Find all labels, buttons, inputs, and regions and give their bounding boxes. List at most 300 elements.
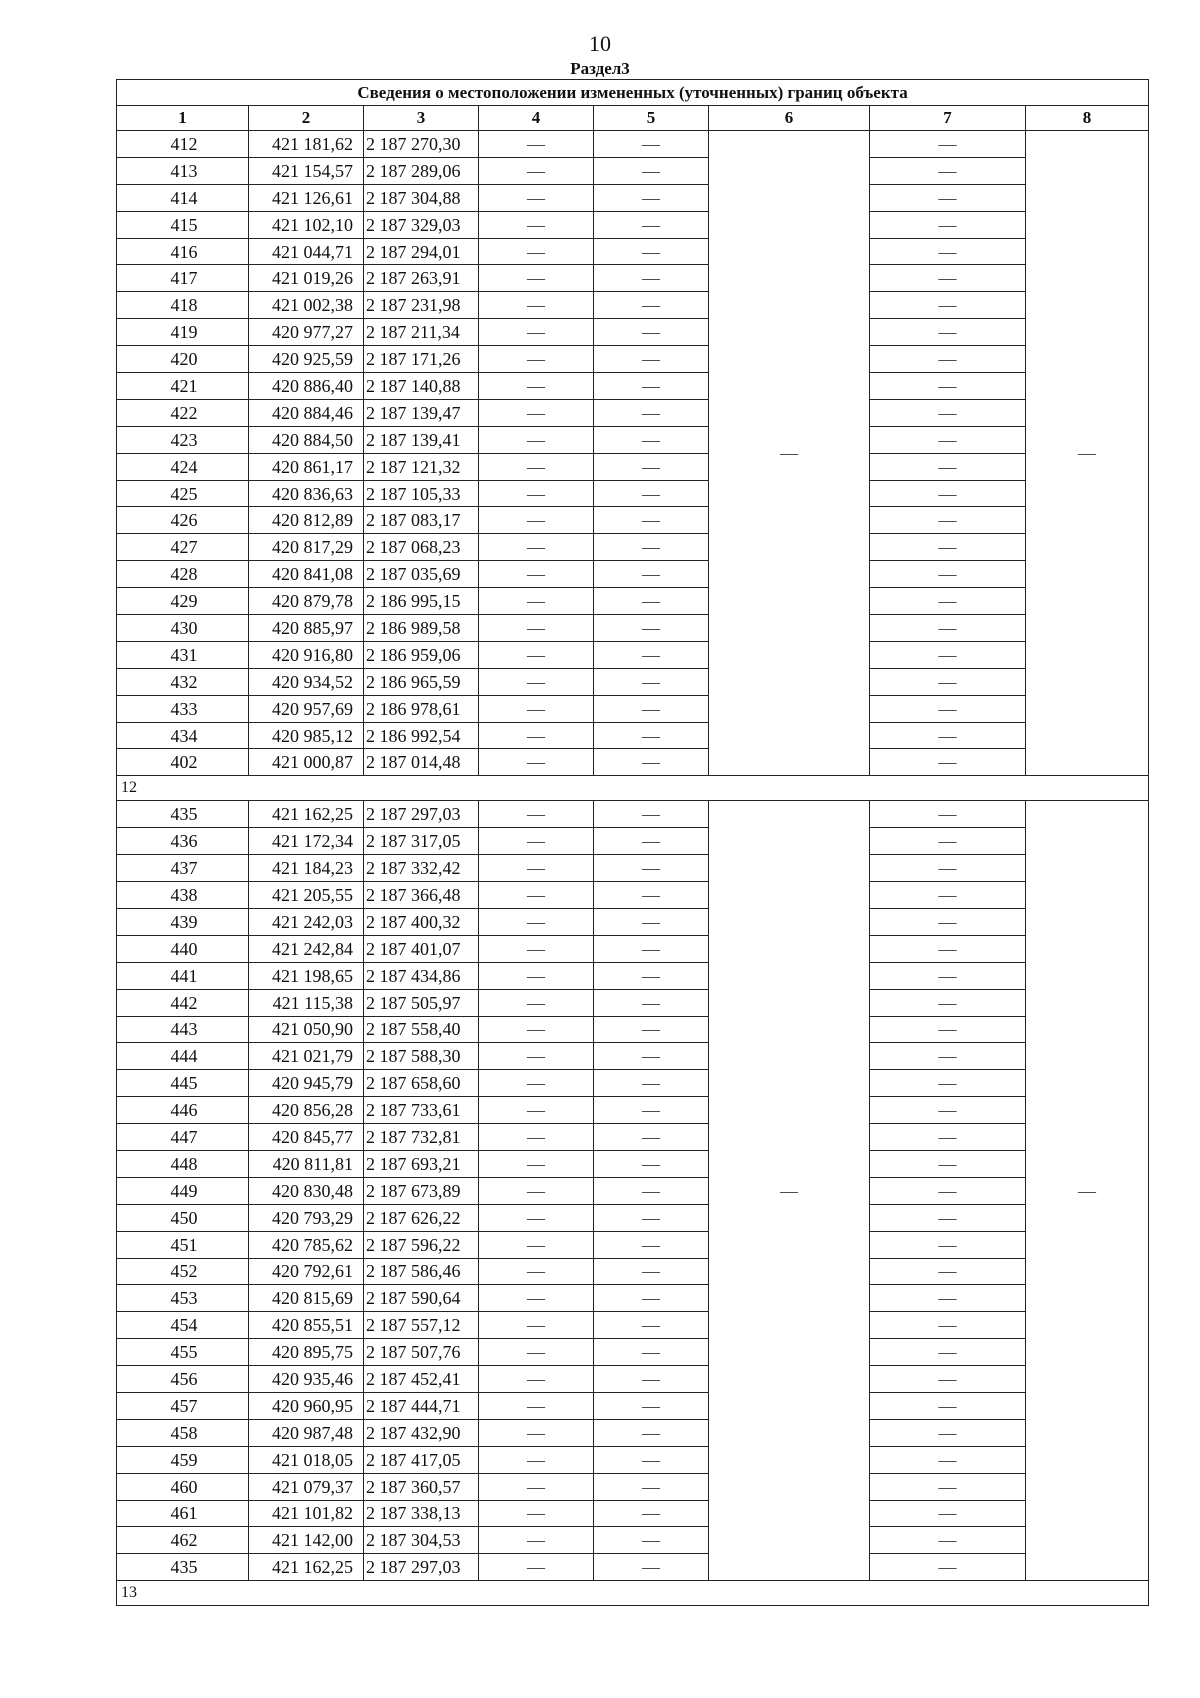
column-5-cell: — — [594, 319, 709, 346]
column-4-cell: — — [479, 1258, 594, 1285]
y-coordinate-cell: 2 187 673,89 — [364, 1177, 479, 1204]
column-4-cell: — — [479, 1366, 594, 1393]
column-7-cell: — — [870, 855, 1026, 882]
x-coordinate-cell: 420 945,79 — [249, 1070, 364, 1097]
point-number-cell: 434 — [117, 722, 249, 749]
point-number-cell: 462 — [117, 1527, 249, 1554]
contour-row — [117, 1581, 1149, 1606]
column-7-cell: — — [870, 801, 1026, 828]
column-7-cell: — — [870, 1124, 1026, 1151]
table-row — [117, 292, 1149, 319]
column-4-cell: — — [479, 1285, 594, 1312]
point-number-cell: 452 — [117, 1258, 249, 1285]
column-5-cell: — — [594, 801, 709, 828]
y-coordinate-cell: 2 186 965,59 — [364, 668, 479, 695]
table-row — [117, 346, 1149, 373]
column-7-cell: — — [870, 426, 1026, 453]
table-body — [117, 80, 1149, 1606]
column-7-cell: — — [870, 615, 1026, 642]
x-coordinate-cell: 421 242,03 — [249, 908, 364, 935]
column-4-cell: — — [479, 157, 594, 184]
y-coordinate-cell: 2 187 105,33 — [364, 480, 479, 507]
column-number-2: 2 — [249, 106, 364, 131]
y-coordinate-cell: 2 187 558,40 — [364, 1016, 479, 1043]
table-caption: Сведения о местоположении измененных (уточненных) границ объекта — [117, 80, 1149, 106]
column-number-1: 1 — [117, 106, 249, 131]
table-row — [117, 855, 1149, 882]
column-7-cell: — — [870, 1527, 1026, 1554]
y-coordinate-cell: 2 187 304,53 — [364, 1527, 479, 1554]
point-number-cell: 415 — [117, 211, 249, 238]
x-coordinate-cell: 420 895,75 — [249, 1339, 364, 1366]
column-7-cell: — — [870, 1554, 1026, 1581]
column-number-7: 7 — [870, 106, 1026, 131]
point-number-cell: 456 — [117, 1366, 249, 1393]
y-coordinate-cell: 2 187 626,22 — [364, 1204, 479, 1231]
column-4-cell: — — [479, 801, 594, 828]
point-number-cell: 453 — [117, 1285, 249, 1312]
table-row — [117, 1070, 1149, 1097]
column-4-cell: — — [479, 1527, 594, 1554]
point-number-cell: 439 — [117, 908, 249, 935]
column-7-cell: — — [870, 1150, 1026, 1177]
y-coordinate-cell: 2 187 014,48 — [364, 749, 479, 776]
column-5-cell: — — [594, 749, 709, 776]
x-coordinate-cell: 420 886,40 — [249, 373, 364, 400]
y-coordinate-cell: 2 187 434,86 — [364, 962, 479, 989]
y-coordinate-cell: 2 187 297,03 — [364, 801, 479, 828]
table-row — [117, 238, 1149, 265]
column-7-cell: — — [870, 935, 1026, 962]
column-6-merged-cell: — — [709, 801, 870, 1581]
point-number-cell: 431 — [117, 641, 249, 668]
column-4-cell: — — [479, 722, 594, 749]
table-row — [117, 131, 1149, 158]
column-4-cell: — — [479, 1312, 594, 1339]
column-5-cell: — — [594, 507, 709, 534]
table-row — [117, 373, 1149, 400]
column-4-cell: — — [479, 882, 594, 909]
column-7-cell: — — [870, 373, 1026, 400]
table-row — [117, 882, 1149, 909]
column-7-cell: — — [870, 1473, 1026, 1500]
y-coordinate-cell: 2 187 401,07 — [364, 935, 479, 962]
point-number-cell: 459 — [117, 1446, 249, 1473]
column-5-cell: — — [594, 668, 709, 695]
table-row — [117, 480, 1149, 507]
table-row — [117, 1500, 1149, 1527]
y-coordinate-cell: 2 187 732,81 — [364, 1124, 479, 1151]
column-5-cell: — — [594, 399, 709, 426]
column-5-cell: — — [594, 641, 709, 668]
x-coordinate-cell: 420 830,48 — [249, 1177, 364, 1204]
column-7-cell: — — [870, 1231, 1026, 1258]
column-4-cell: — — [479, 1339, 594, 1366]
column-number-5: 5 — [594, 106, 709, 131]
y-coordinate-cell: 2 186 959,06 — [364, 641, 479, 668]
table-row — [117, 935, 1149, 962]
contour-number-label: 13 — [117, 1581, 1149, 1606]
column-5-cell: — — [594, 1043, 709, 1070]
column-4-cell: — — [479, 131, 594, 158]
table-row — [117, 1366, 1149, 1393]
point-number-cell: 458 — [117, 1419, 249, 1446]
y-coordinate-cell: 2 187 329,03 — [364, 211, 479, 238]
x-coordinate-cell: 421 242,84 — [249, 935, 364, 962]
column-7-cell: — — [870, 1043, 1026, 1070]
x-coordinate-cell: 420 884,50 — [249, 426, 364, 453]
point-number-cell: 432 — [117, 668, 249, 695]
column-5-cell: — — [594, 534, 709, 561]
column-7-cell: — — [870, 882, 1026, 909]
y-coordinate-cell: 2 187 557,12 — [364, 1312, 479, 1339]
column-7-cell: — — [870, 749, 1026, 776]
x-coordinate-cell: 421 021,79 — [249, 1043, 364, 1070]
x-coordinate-cell: 421 079,37 — [249, 1473, 364, 1500]
table-row — [117, 1258, 1149, 1285]
table-row — [117, 1554, 1149, 1581]
column-7-cell: — — [870, 131, 1026, 158]
point-number-cell: 421 — [117, 373, 249, 400]
x-coordinate-cell: 421 018,05 — [249, 1446, 364, 1473]
column-5-cell: — — [594, 962, 709, 989]
y-coordinate-cell: 2 187 505,97 — [364, 989, 479, 1016]
y-coordinate-cell: 2 187 263,91 — [364, 265, 479, 292]
column-number-6: 6 — [709, 106, 870, 131]
column-7-cell: — — [870, 695, 1026, 722]
y-coordinate-cell: 2 187 139,41 — [364, 426, 479, 453]
table-row — [117, 1097, 1149, 1124]
point-number-cell: 446 — [117, 1097, 249, 1124]
x-coordinate-cell: 420 836,63 — [249, 480, 364, 507]
y-coordinate-cell: 2 187 035,69 — [364, 561, 479, 588]
column-4-cell: — — [479, 1177, 594, 1204]
column-7-cell: — — [870, 908, 1026, 935]
column-4-cell: — — [479, 1150, 594, 1177]
table-caption-row — [117, 80, 1149, 106]
column-7-cell: — — [870, 722, 1026, 749]
column-7-cell: — — [870, 1446, 1026, 1473]
point-number-cell: 417 — [117, 265, 249, 292]
x-coordinate-cell: 420 977,27 — [249, 319, 364, 346]
column-4-cell: — — [479, 1124, 594, 1151]
column-8-merged-cell: — — [1026, 131, 1149, 776]
x-coordinate-cell: 421 142,00 — [249, 1527, 364, 1554]
y-coordinate-cell: 2 187 332,42 — [364, 855, 479, 882]
x-coordinate-cell: 421 102,10 — [249, 211, 364, 238]
x-coordinate-cell: 421 115,38 — [249, 989, 364, 1016]
y-coordinate-cell: 2 187 211,34 — [364, 319, 479, 346]
column-4-cell: — — [479, 695, 594, 722]
x-coordinate-cell: 420 985,12 — [249, 722, 364, 749]
column-4-cell: — — [479, 561, 594, 588]
y-coordinate-cell: 2 187 596,22 — [364, 1231, 479, 1258]
contour-row — [117, 776, 1149, 801]
x-coordinate-cell: 421 172,34 — [249, 828, 364, 855]
column-7-cell: — — [870, 1258, 1026, 1285]
column-4-cell: — — [479, 1473, 594, 1500]
point-number-cell: 457 — [117, 1392, 249, 1419]
table-row — [117, 1231, 1149, 1258]
table-row — [117, 801, 1149, 828]
point-number-cell: 448 — [117, 1150, 249, 1177]
y-coordinate-cell: 2 187 733,61 — [364, 1097, 479, 1124]
y-coordinate-cell: 2 187 121,32 — [364, 453, 479, 480]
column-4-cell: — — [479, 668, 594, 695]
y-coordinate-cell: 2 187 586,46 — [364, 1258, 479, 1285]
column-5-cell: — — [594, 1258, 709, 1285]
column-4-cell: — — [479, 641, 594, 668]
column-4-cell: — — [479, 828, 594, 855]
point-number-cell: 412 — [117, 131, 249, 158]
table-row — [117, 828, 1149, 855]
column-4-cell: — — [479, 426, 594, 453]
point-number-cell: 422 — [117, 399, 249, 426]
x-coordinate-cell: 420 841,08 — [249, 561, 364, 588]
column-4-cell: — — [479, 184, 594, 211]
boundary-coordinates-table — [116, 79, 1149, 1606]
y-coordinate-cell: 2 187 507,76 — [364, 1339, 479, 1366]
column-7-cell: — — [870, 292, 1026, 319]
y-coordinate-cell: 2 187 444,71 — [364, 1392, 479, 1419]
column-7-cell: — — [870, 453, 1026, 480]
column-4-cell: — — [479, 1554, 594, 1581]
point-number-cell: 451 — [117, 1231, 249, 1258]
column-5-cell: — — [594, 1419, 709, 1446]
x-coordinate-cell: 421 162,25 — [249, 1554, 364, 1581]
column-5-cell: — — [594, 1473, 709, 1500]
x-coordinate-cell: 421 154,57 — [249, 157, 364, 184]
table-row — [117, 319, 1149, 346]
column-4-cell: — — [479, 749, 594, 776]
column-5-cell: — — [594, 1527, 709, 1554]
point-number-cell: 416 — [117, 238, 249, 265]
column-5-cell: — — [594, 588, 709, 615]
column-4-cell: — — [479, 1419, 594, 1446]
column-4-cell: — — [479, 1392, 594, 1419]
column-4-cell: — — [479, 346, 594, 373]
point-number-cell: 420 — [117, 346, 249, 373]
column-7-cell: — — [870, 184, 1026, 211]
x-coordinate-cell: 421 198,65 — [249, 962, 364, 989]
column-7-cell: — — [870, 399, 1026, 426]
column-4-cell: — — [479, 480, 594, 507]
point-number-cell: 442 — [117, 989, 249, 1016]
x-coordinate-cell: 421 126,61 — [249, 184, 364, 211]
y-coordinate-cell: 2 187 590,64 — [364, 1285, 479, 1312]
column-4-cell: — — [479, 1231, 594, 1258]
point-number-cell: 419 — [117, 319, 249, 346]
table-row — [117, 1204, 1149, 1231]
column-7-cell: — — [870, 561, 1026, 588]
x-coordinate-cell: 420 987,48 — [249, 1419, 364, 1446]
column-number-4: 4 — [479, 106, 594, 131]
x-coordinate-cell: 420 817,29 — [249, 534, 364, 561]
point-number-cell: 441 — [117, 962, 249, 989]
column-7-cell: — — [870, 319, 1026, 346]
table-row — [117, 561, 1149, 588]
column-5-cell: — — [594, 157, 709, 184]
table-row — [117, 722, 1149, 749]
contour-number-label: 12 — [117, 776, 1149, 801]
x-coordinate-cell: 421 002,38 — [249, 292, 364, 319]
table-row — [117, 1339, 1149, 1366]
x-coordinate-cell: 420 815,69 — [249, 1285, 364, 1312]
y-coordinate-cell: 2 187 289,06 — [364, 157, 479, 184]
point-number-cell: 449 — [117, 1177, 249, 1204]
y-coordinate-cell: 2 187 140,88 — [364, 373, 479, 400]
column-5-cell: — — [594, 722, 709, 749]
column-4-cell: — — [479, 935, 594, 962]
point-number-cell: 428 — [117, 561, 249, 588]
x-coordinate-cell: 421 205,55 — [249, 882, 364, 909]
table-row — [117, 507, 1149, 534]
y-coordinate-cell: 2 186 989,58 — [364, 615, 479, 642]
column-5-cell: — — [594, 426, 709, 453]
point-number-cell: 427 — [117, 534, 249, 561]
column-7-cell: — — [870, 211, 1026, 238]
x-coordinate-cell: 421 184,23 — [249, 855, 364, 882]
point-number-cell: 445 — [117, 1070, 249, 1097]
table-row — [117, 1312, 1149, 1339]
point-number-cell: 423 — [117, 426, 249, 453]
x-coordinate-cell: 420 885,97 — [249, 615, 364, 642]
column-4-cell: — — [479, 588, 594, 615]
table-row — [117, 989, 1149, 1016]
table-row — [117, 695, 1149, 722]
column-7-cell: — — [870, 962, 1026, 989]
column-4-cell: — — [479, 1446, 594, 1473]
column-4-cell: — — [479, 989, 594, 1016]
x-coordinate-cell: 421 019,26 — [249, 265, 364, 292]
x-coordinate-cell: 420 916,80 — [249, 641, 364, 668]
y-coordinate-cell: 2 187 400,32 — [364, 908, 479, 935]
table-row — [117, 1392, 1149, 1419]
table-row — [117, 749, 1149, 776]
x-coordinate-cell: 420 812,89 — [249, 507, 364, 534]
column-5-cell: — — [594, 1312, 709, 1339]
column-number-row — [117, 106, 1149, 131]
column-5-cell: — — [594, 989, 709, 1016]
point-number-cell: 455 — [117, 1339, 249, 1366]
column-5-cell: — — [594, 238, 709, 265]
column-5-cell: — — [594, 1016, 709, 1043]
table-row — [117, 184, 1149, 211]
y-coordinate-cell: 2 187 171,26 — [364, 346, 479, 373]
column-7-cell: — — [870, 1366, 1026, 1393]
x-coordinate-cell: 421 044,71 — [249, 238, 364, 265]
column-5-cell: — — [594, 935, 709, 962]
x-coordinate-cell: 420 884,46 — [249, 399, 364, 426]
column-5-cell: — — [594, 1204, 709, 1231]
table-row — [117, 641, 1149, 668]
column-4-cell: — — [479, 1016, 594, 1043]
x-coordinate-cell: 420 960,95 — [249, 1392, 364, 1419]
column-7-cell: — — [870, 1097, 1026, 1124]
column-5-cell: — — [594, 480, 709, 507]
table-row — [117, 1043, 1149, 1070]
column-number-8: 8 — [1026, 106, 1149, 131]
column-4-cell: — — [479, 265, 594, 292]
y-coordinate-cell: 2 187 270,30 — [364, 131, 479, 158]
column-5-cell: — — [594, 346, 709, 373]
column-5-cell: — — [594, 1150, 709, 1177]
x-coordinate-cell: 421 000,87 — [249, 749, 364, 776]
table-row — [117, 1285, 1149, 1312]
column-4-cell: — — [479, 399, 594, 426]
table-row — [117, 1124, 1149, 1151]
point-number-cell: 435 — [117, 801, 249, 828]
y-coordinate-cell: 2 187 452,41 — [364, 1366, 479, 1393]
table-row — [117, 1150, 1149, 1177]
x-coordinate-cell: 420 793,29 — [249, 1204, 364, 1231]
y-coordinate-cell: 2 187 338,13 — [364, 1500, 479, 1527]
column-7-cell: — — [870, 1070, 1026, 1097]
column-5-cell: — — [594, 373, 709, 400]
column-7-cell: — — [870, 346, 1026, 373]
x-coordinate-cell: 420 856,28 — [249, 1097, 364, 1124]
x-coordinate-cell: 421 181,62 — [249, 131, 364, 158]
x-coordinate-cell: 420 957,69 — [249, 695, 364, 722]
column-5-cell: — — [594, 828, 709, 855]
column-7-cell: — — [870, 828, 1026, 855]
x-coordinate-cell: 421 162,25 — [249, 801, 364, 828]
column-5-cell: — — [594, 453, 709, 480]
y-coordinate-cell: 2 186 992,54 — [364, 722, 479, 749]
point-number-cell: 447 — [117, 1124, 249, 1151]
y-coordinate-cell: 2 187 693,21 — [364, 1150, 479, 1177]
x-coordinate-cell: 420 785,62 — [249, 1231, 364, 1258]
column-5-cell: — — [594, 1070, 709, 1097]
x-coordinate-cell: 420 925,59 — [249, 346, 364, 373]
x-coordinate-cell: 420 792,61 — [249, 1258, 364, 1285]
column-5-cell: — — [594, 1392, 709, 1419]
column-7-cell: — — [870, 641, 1026, 668]
column-7-cell: — — [870, 989, 1026, 1016]
column-5-cell: — — [594, 1124, 709, 1151]
column-4-cell: — — [479, 1500, 594, 1527]
y-coordinate-cell: 2 187 588,30 — [364, 1043, 479, 1070]
y-coordinate-cell: 2 187 139,47 — [364, 399, 479, 426]
column-4-cell: — — [479, 1097, 594, 1124]
point-number-cell: 460 — [117, 1473, 249, 1500]
point-number-cell: 443 — [117, 1016, 249, 1043]
table-row — [117, 399, 1149, 426]
y-coordinate-cell: 2 186 995,15 — [364, 588, 479, 615]
column-4-cell: — — [479, 319, 594, 346]
column-5-cell: — — [594, 615, 709, 642]
page-number: 10 — [589, 31, 611, 56]
column-5-cell: — — [594, 1177, 709, 1204]
point-number-cell: 450 — [117, 1204, 249, 1231]
column-5-cell: — — [594, 1446, 709, 1473]
column-4-cell: — — [479, 908, 594, 935]
column-4-cell: — — [479, 855, 594, 882]
column-4-cell: — — [479, 292, 594, 319]
table-row — [117, 426, 1149, 453]
column-7-cell: — — [870, 507, 1026, 534]
column-7-cell: — — [870, 238, 1026, 265]
column-5-cell: — — [594, 1097, 709, 1124]
table-row — [117, 668, 1149, 695]
table-row — [117, 908, 1149, 935]
column-7-cell: — — [870, 588, 1026, 615]
point-number-cell: 430 — [117, 615, 249, 642]
column-7-cell: — — [870, 1392, 1026, 1419]
table-row — [117, 453, 1149, 480]
column-number-3: 3 — [364, 106, 479, 131]
x-coordinate-cell: 421 101,82 — [249, 1500, 364, 1527]
